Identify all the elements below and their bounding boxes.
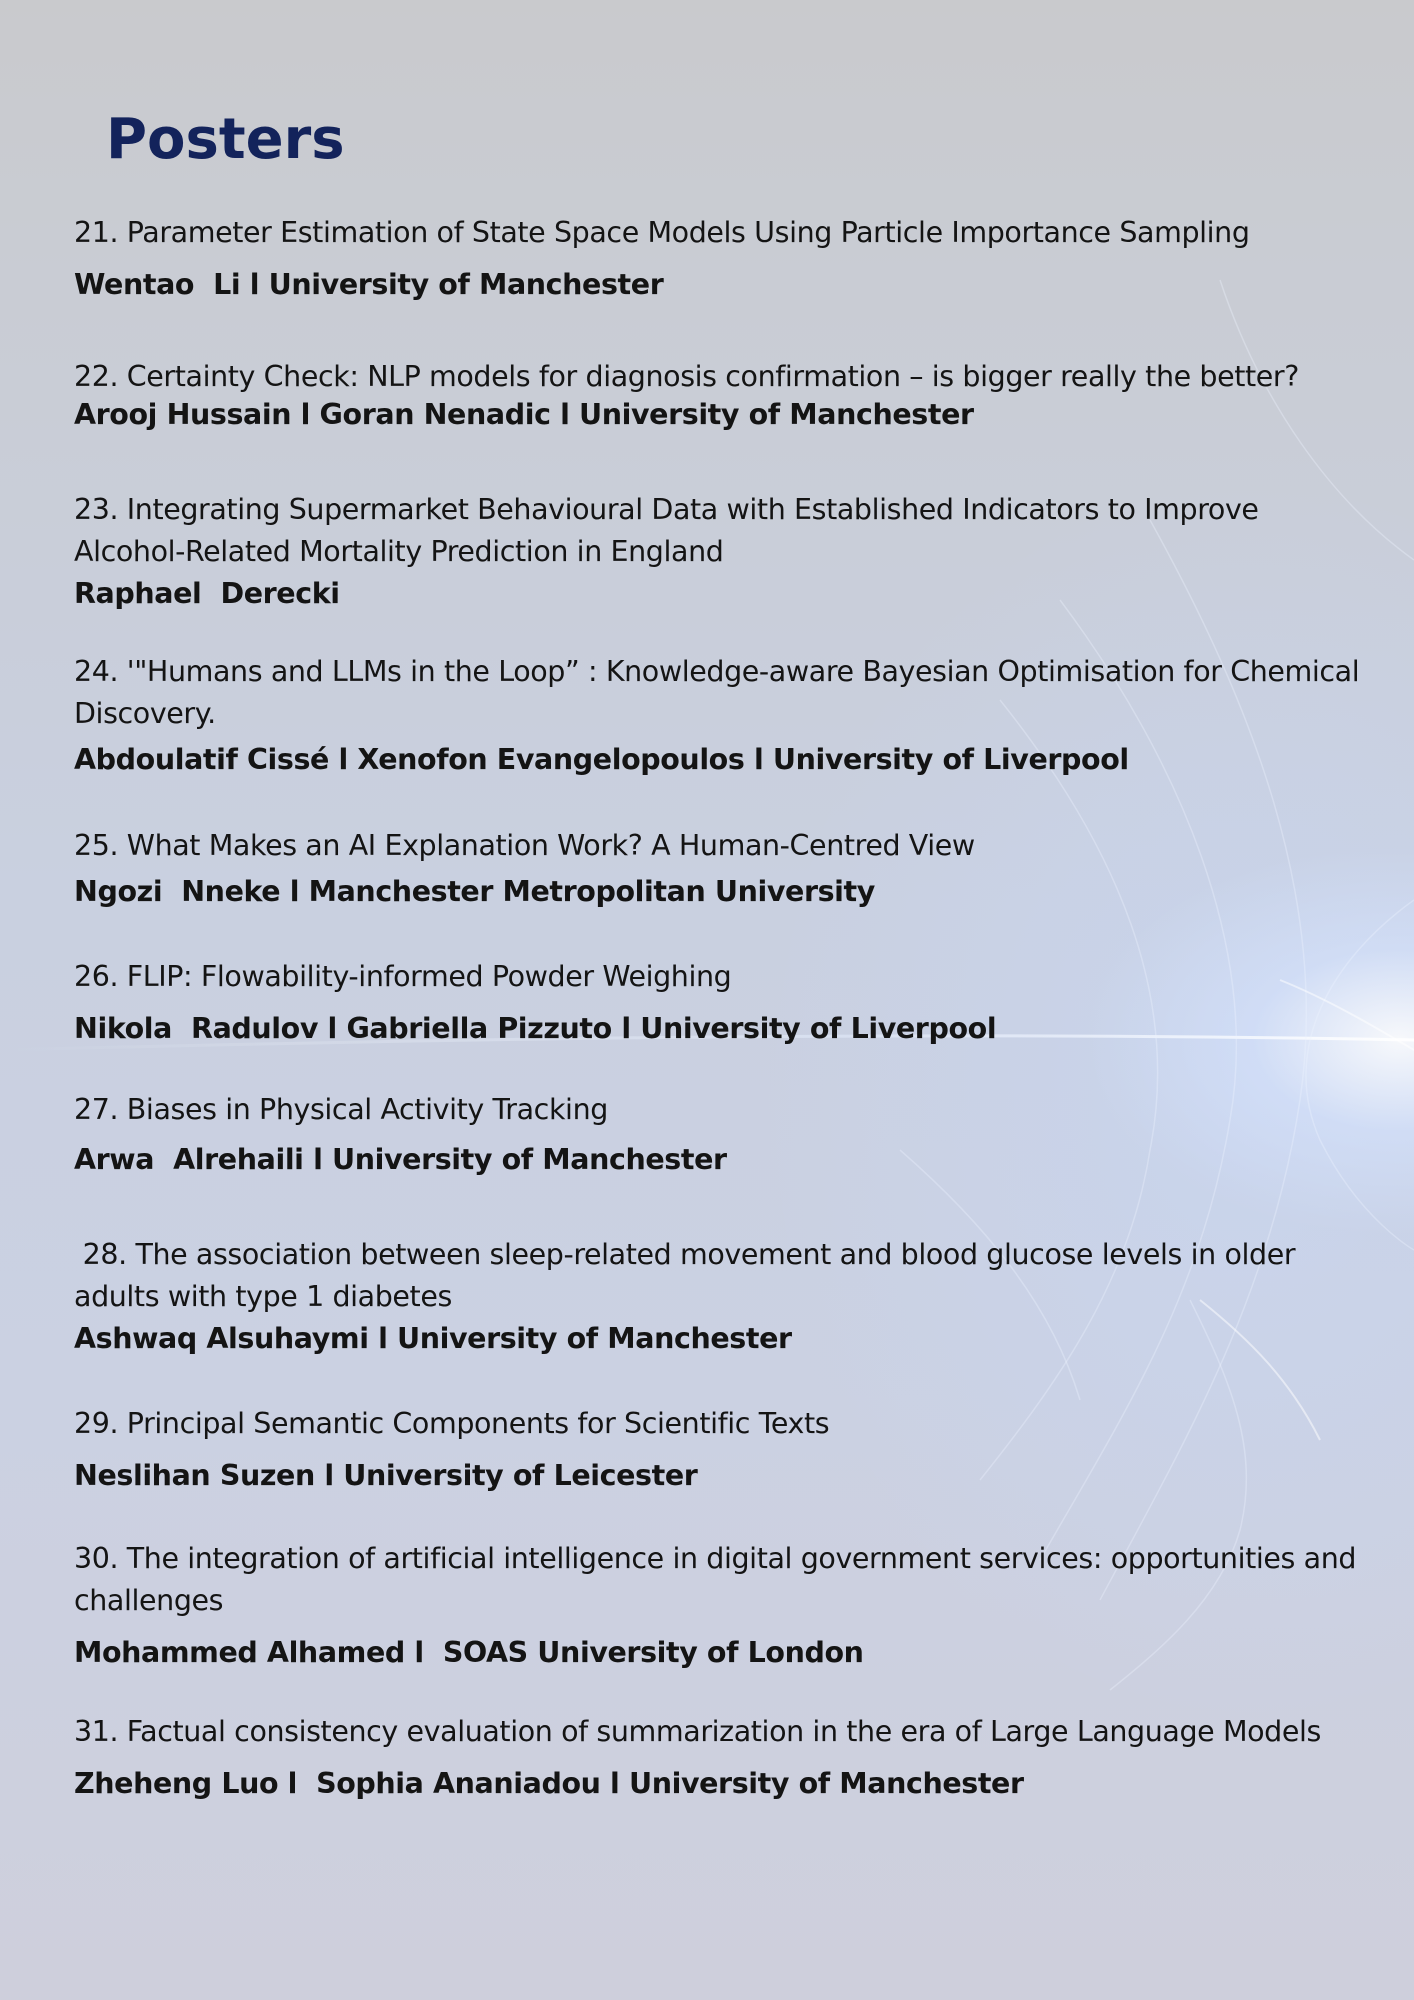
poster-title: 22. Certainty Check: NLP models for diagnosis confirmation – is bigger really the better?	[74, 360, 1299, 393]
poster-title: 23. Integrating Supermarket Behavioural Data with Established Indicators to Improve Alcohol-Related Mortality Prediction in England	[74, 493, 1259, 568]
poster-title: 30. The integration of artificial intelligence in digital government services: opportunities and challenges	[74, 1542, 1357, 1617]
poster-title: 21. Parameter Estimation of State Space Models Using Particle Importance Sampling	[74, 216, 1250, 249]
poster-authors: Arooj Hussain l Goran Nenadic l University of Manchester	[74, 398, 974, 431]
poster-entry-24	[74, 651, 1374, 781]
page-title: Posters	[106, 107, 345, 172]
poster-entry-29	[74, 1403, 1374, 1497]
poster-authors: Zheheng Luo l Sophia Ananiadou l University of Manchester	[74, 1767, 1024, 1800]
poster-authors: Wentao Li l University of Manchester	[74, 268, 664, 301]
poster-entry-25	[74, 825, 1374, 913]
poster-title: 29. Principal Semantic Components for Scientific Texts	[74, 1407, 830, 1440]
poster-entry-21	[74, 212, 1374, 306]
poster-entry-31	[74, 1711, 1374, 1805]
poster-authors: Abdoulatif Cissé l Xenofon Evangelopoulos l University of Liverpool	[74, 743, 1129, 776]
poster-title: 25. What Makes an AI Explanation Work? A Human-Centred View	[74, 829, 975, 862]
poster-entry-27	[74, 1089, 1374, 1181]
poster-entry-26	[74, 956, 1374, 1050]
poster-title: 27. Biases in Physical Activity Tracking	[74, 1093, 608, 1126]
poster-authors: Arwa Alrehaili l University of Manchester	[74, 1143, 727, 1176]
poster-title: 26. FLIP: Flowability-informed Powder Weighing	[74, 960, 732, 993]
poster-authors: Ashwaq Alsuhaymi l University of Manchester	[74, 1322, 792, 1355]
poster-authors: Raphael Derecki	[74, 577, 340, 610]
poster-authors: Nikola Radulov l Gabriella Pizzuto l University of Liverpool	[74, 1012, 997, 1045]
poster-title: 24. '"Humans and LLMs in the Loop” : Knowledge-aware Bayesian Optimisation for Chemical Discovery.	[74, 655, 1360, 730]
poster-entry-28	[74, 1234, 1374, 1360]
poster-title: 31. Factual consistency evaluation of summarization in the era of Large Language Models	[74, 1715, 1321, 1748]
poster-authors: Ngozi Nneke l Manchester Metropolitan University	[74, 875, 875, 908]
poster-entry-22	[74, 356, 1374, 436]
poster-authors: Mohammed Alhamed l SOAS University of London	[74, 1636, 864, 1669]
poster-authors: Neslihan Suzen l University of Leicester	[74, 1459, 698, 1492]
poster-entry-30	[74, 1538, 1374, 1674]
poster-title: 28. The association between sleep-related movement and blood glucose levels in older adults with type 1 diabetes	[74, 1238, 1304, 1313]
poster-entry-23	[74, 489, 1374, 615]
